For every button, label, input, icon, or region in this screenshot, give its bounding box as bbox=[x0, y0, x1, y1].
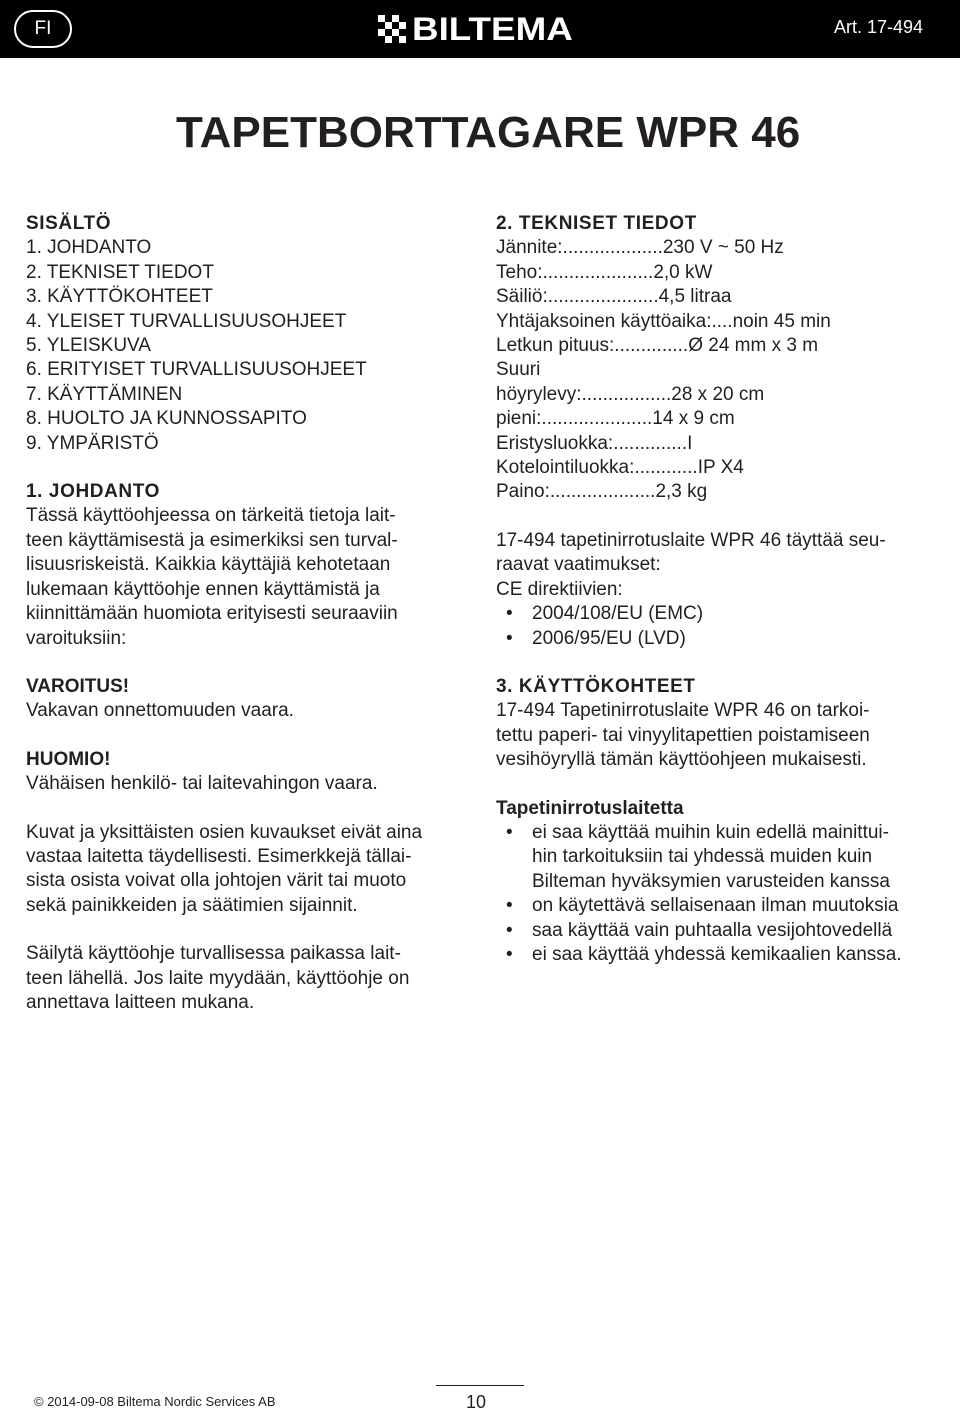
warning-title: VAROITUS! bbox=[26, 675, 130, 697]
brand-logo bbox=[378, 10, 573, 47]
spec-row: Yhtäjaksoinen käyttöaika:....noin 45 min bbox=[496, 310, 831, 332]
section-heading-intro: 1. JOHDANTO bbox=[26, 481, 160, 503]
toc-item: 4. YLEISET TURVALLISUUSOHJEET bbox=[26, 310, 347, 332]
text-line: Bilteman hyväksymien varusteiden kanssa bbox=[532, 870, 891, 892]
spec-row: Teho:.....................2,0 kW bbox=[496, 261, 713, 283]
text-line: teen käyttämisestä ja esimerkiksi sen turval- bbox=[26, 529, 398, 551]
toc-item: 3. KÄYTTÖKOHTEET bbox=[26, 286, 213, 308]
usage-bullet bbox=[496, 943, 936, 967]
left-column bbox=[26, 212, 466, 1015]
storage-paragraph bbox=[26, 942, 466, 1015]
toc-item: 5. YLEISKUVA bbox=[26, 335, 151, 357]
text-line: annettava laitteen mukana. bbox=[26, 991, 255, 1013]
spec-row: Paino:....................2,3 kg bbox=[496, 481, 708, 503]
text-line: Säilytä käyttöohje turvallisessa paikassa lait- bbox=[26, 943, 401, 965]
spec-row: pieni:.....................14 x 9 cm bbox=[496, 408, 735, 430]
text-line: kiinnittämään huomiota erityisesti seuraaviin bbox=[26, 603, 398, 625]
text-line: 17-494 tapetinirrotuslaite WPR 46 täyttää seu- bbox=[496, 529, 886, 551]
warning-text: Vakavan onnettomuuden vaara. bbox=[26, 700, 294, 722]
text-line: Tässä käyttöohjeessa on tärkeitä tietoja lait- bbox=[26, 505, 396, 527]
language-badge: FI bbox=[14, 10, 72, 48]
text-line: • ei saa käyttää muihin kuin edellä mainittui- bbox=[532, 821, 889, 843]
document-title: TAPETBORTTAGARE WPR 46 bbox=[176, 108, 801, 157]
usage-bullet bbox=[496, 919, 936, 943]
directive-list bbox=[496, 602, 936, 651]
note-paragraph bbox=[26, 821, 466, 919]
directive-item: • 2006/95/EU (LVD) bbox=[496, 627, 936, 651]
text-line: varoituksiin: bbox=[26, 627, 127, 649]
toc-heading: SISÄLTÖ bbox=[26, 213, 112, 234]
text-line: lukemaan käyttöohje ennen käyttämistä ja bbox=[26, 578, 380, 600]
section-heading-specs: 2. TEKNISET TIEDOT bbox=[496, 213, 697, 234]
brand-name: BILTEMA bbox=[412, 10, 573, 47]
conformity-paragraph bbox=[496, 529, 936, 602]
text-line: Kuvat ja yksittäisten osien kuvaukset eivät aina bbox=[26, 821, 423, 843]
text-line: CE direktiivien: bbox=[496, 578, 623, 600]
spec-row: Suuri bbox=[496, 359, 541, 381]
spec-row: höyrylevy:.................28 x 20 cm bbox=[496, 383, 765, 405]
text-line: hin tarkoituksiin tai yhdessä muiden kuin bbox=[532, 846, 873, 868]
text-line: lisuusriskeistä. Kaikkia käyttäjiä kehotetaan bbox=[26, 554, 391, 576]
spec-row: Eristysluokka:..............I bbox=[496, 432, 693, 454]
page-number: 10 bbox=[466, 1392, 487, 1412]
text-line: 17-494 Tapetinirrotuslaite WPR 46 on tarkoi- bbox=[496, 700, 870, 722]
spec-row: Kotelointiluokka:............IP X4 bbox=[496, 457, 744, 479]
intro-paragraph bbox=[26, 504, 466, 650]
toc-item: 9. YMPÄRISTÖ bbox=[26, 432, 159, 454]
header-bar bbox=[0, 0, 960, 58]
copyright-notice: © 2014-09-08 Biltema Nordic Services AB bbox=[34, 1394, 276, 1409]
text-line: • ei saa käyttää yhdessä kemikaalien kanssa. bbox=[532, 943, 902, 965]
text-line: • on käytettävä sellaisenaan ilman muutoksia bbox=[532, 895, 899, 917]
spec-row: Letkun pituus:..............Ø 24 mm x 3 m bbox=[496, 335, 819, 357]
text-line: sista osista voivat olla johtojen värit tai muoto bbox=[26, 870, 407, 892]
spec-list bbox=[496, 236, 936, 504]
page-number-rule bbox=[436, 1385, 524, 1386]
toc-list bbox=[26, 236, 466, 456]
toc-item: 2. TEKNISET TIEDOT bbox=[26, 261, 214, 283]
caution-text: Vähäisen henkilö- tai laitevahingon vaara. bbox=[26, 773, 378, 795]
toc-item: 8. HUOLTO JA KUNNOSSAPITO bbox=[26, 408, 307, 430]
text-line: vesihöyryllä tämän käyttöohjeen mukaisesti. bbox=[496, 749, 867, 771]
usage-subheading: Tapetinirrotuslaitetta bbox=[496, 797, 684, 819]
spec-row: Säiliö:.....................4,5 litraa bbox=[496, 286, 732, 308]
text-line: sekä painikkeiden ja säätimien sijainnit. bbox=[26, 894, 358, 916]
usage-bullet bbox=[496, 894, 936, 918]
usage-bullet-list bbox=[496, 821, 936, 967]
text-line: raavat vaatimukset: bbox=[496, 554, 661, 576]
directive-item: • 2004/108/EU (EMC) bbox=[496, 602, 936, 626]
checkered-flag-icon bbox=[378, 15, 406, 43]
text-line: teen lähellä. Jos laite myydään, käyttöohje on bbox=[26, 967, 410, 989]
spec-row: Jännite:...................230 V ~ 50 Hz bbox=[496, 237, 784, 259]
text-line: tettu paperi- tai vinyylitapettien poistamiseen bbox=[496, 724, 870, 746]
toc-item: 7. KÄYTTÄMINEN bbox=[26, 383, 183, 405]
section-heading-usage: 3. KÄYTTÖKOHTEET bbox=[496, 675, 696, 697]
toc-item: 6. ERITYISET TURVALLISUUSOHJEET bbox=[26, 359, 367, 381]
article-number: Art. 17-494 bbox=[833, 17, 923, 37]
text-line: • saa käyttää vain puhtaalla vesijohtovedellä bbox=[532, 919, 893, 941]
text-line: vastaa laitetta täydellisesti. Esimerkkejä tällai- bbox=[26, 845, 412, 867]
usage-paragraph bbox=[496, 699, 936, 772]
right-column bbox=[496, 212, 936, 967]
usage-bullet bbox=[496, 821, 936, 894]
caution-title: HUOMIO! bbox=[26, 748, 111, 770]
toc-item: 1. JOHDANTO bbox=[26, 237, 152, 259]
